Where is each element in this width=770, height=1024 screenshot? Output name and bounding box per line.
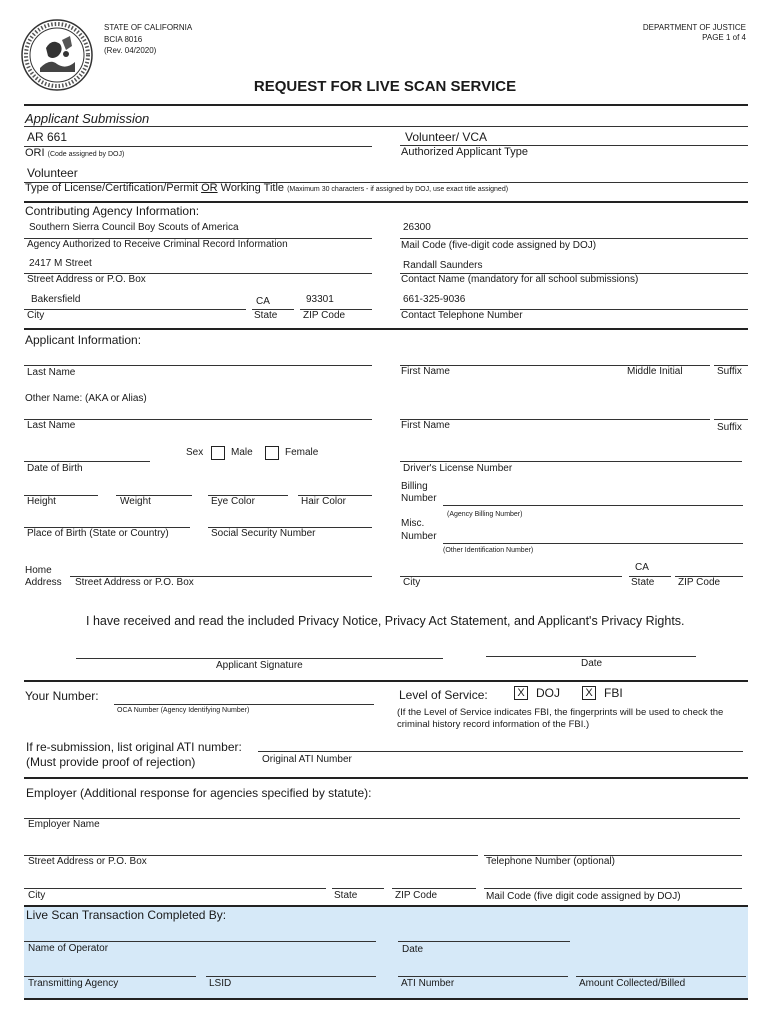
resubmission-line-2: (Must provide proof of rejection) xyxy=(26,755,196,769)
employer-mail-code-label: Mail Code (five digit code assigned by DOJ) xyxy=(486,891,681,902)
divider xyxy=(24,777,748,779)
male-checkbox[interactable] xyxy=(211,446,225,460)
divider xyxy=(24,328,748,330)
dob-field[interactable] xyxy=(24,461,150,462)
first-name-label: First Name xyxy=(401,366,450,377)
weight-label: Weight xyxy=(120,496,151,507)
city-value[interactable]: Bakersfield xyxy=(31,294,81,305)
phone-label: Contact Telephone Number xyxy=(401,310,523,321)
applicant-type-label: Authorized Applicant Type xyxy=(401,146,528,158)
divider xyxy=(24,680,748,682)
section-employer: Employer (Additional response for agencies specified by statute): xyxy=(26,786,372,800)
zip-label: ZIP Code xyxy=(303,310,346,321)
suffix-label: Suffix xyxy=(717,366,742,377)
middle-initial-label: Middle Initial xyxy=(627,366,683,377)
home-state-label: State xyxy=(631,577,655,588)
page-title: REQUEST FOR LIVE SCAN SERVICE xyxy=(253,78,517,95)
section-live-scan: Live Scan Transaction Completed By: xyxy=(26,908,227,922)
alias-suffix-field[interactable] xyxy=(714,419,748,420)
eye-color-label: Eye Color xyxy=(211,496,255,507)
last-name-label: Last Name xyxy=(27,367,76,378)
ati-number-field[interactable] xyxy=(398,976,568,977)
header-department: DEPARTMENT OF JUSTICE xyxy=(642,23,746,32)
signature-date-field[interactable] xyxy=(486,656,696,657)
city-field-line xyxy=(24,309,246,310)
transmitting-agency-field[interactable] xyxy=(24,976,196,977)
los-note-line-1: (If the Level of Service indicates FBI, the fingerprints will be used to check the xyxy=(397,707,724,718)
section-applicant-info: Applicant Information: xyxy=(25,333,142,347)
mail-code-value[interactable]: 26300 xyxy=(403,222,431,233)
alias-last-name-field[interactable] xyxy=(24,419,372,420)
home-street-label: Street Address or P.O. Box xyxy=(75,577,194,588)
agency-label: Agency Authorized to Receive Criminal Record Information xyxy=(27,239,288,250)
applicant-type-value[interactable]: Volunteer/ VCA xyxy=(405,130,488,144)
hair-color-label: Hair Color xyxy=(301,496,347,507)
mail-code-field-line xyxy=(400,238,748,239)
other-name-label: Other Name: (AKA or Alias) xyxy=(25,393,147,404)
billing-label-2: Number xyxy=(401,493,437,504)
billing-note: (Agency Billing Number) xyxy=(447,511,523,518)
header-page: PAGE 1 of 4 xyxy=(702,33,746,42)
employer-city-label: City xyxy=(28,890,46,901)
privacy-statement: I have received and read the included Privacy Notice, Privacy Act Statement, and Applicant's Privacy Rights. xyxy=(86,614,685,628)
ssn-label: Social Security Number xyxy=(211,528,316,539)
employer-mail-code-field[interactable] xyxy=(484,888,742,889)
height-label: Height xyxy=(27,496,56,507)
license-label: Type of License/Certification/Permit OR Working Title (Maximum 30 characters - if assigned by DOJ, use exact title assigned) xyxy=(25,182,509,194)
drivers-license-label: Driver's License Number xyxy=(403,463,513,474)
operator-name-field[interactable] xyxy=(24,941,376,942)
employer-name-field[interactable] xyxy=(24,818,740,819)
agency-value[interactable]: Southern Sierra Council Boy Scouts of America xyxy=(29,222,239,233)
state-value[interactable]: CA xyxy=(256,296,270,307)
fbi-label: FBI xyxy=(604,686,623,700)
divider xyxy=(24,201,748,203)
oca-number-field[interactable] xyxy=(114,704,374,705)
header-form-number: BCIA 8016 xyxy=(104,35,143,44)
operator-name-label: Name of Operator xyxy=(28,943,109,954)
last-name-field[interactable] xyxy=(24,365,372,366)
amount-label: Amount Collected/Billed xyxy=(579,978,686,989)
employer-state-label: State xyxy=(334,890,358,901)
zip-value[interactable]: 93301 xyxy=(306,294,334,305)
alias-suffix-label: Suffix xyxy=(717,422,742,433)
alias-last-name-label: Last Name xyxy=(27,420,76,431)
sex-label: Sex xyxy=(186,447,204,458)
employer-phone-label: Telephone Number (optional) xyxy=(486,856,615,867)
billing-label-1: Billing xyxy=(401,481,428,492)
misc-note: (Other Identification Number) xyxy=(443,547,534,554)
lsid-field[interactable] xyxy=(206,976,376,977)
divider xyxy=(24,126,748,127)
female-label: Female xyxy=(285,447,319,458)
fbi-checkbox[interactable]: X xyxy=(582,686,596,700)
divider xyxy=(24,998,748,1000)
transmitting-agency-label: Transmitting Agency xyxy=(28,978,119,989)
state-label: State xyxy=(254,310,278,321)
female-checkbox[interactable] xyxy=(265,446,279,460)
employer-city-field[interactable] xyxy=(24,888,326,889)
your-number-label: Your Number: xyxy=(25,689,99,703)
employer-state-field[interactable] xyxy=(332,888,384,889)
section-contributing-agency: Contributing Agency Information: xyxy=(25,204,200,218)
divider xyxy=(24,905,748,907)
contact-name-label: Contact Name (mandatory for all school submissions) xyxy=(401,274,639,285)
street-label: Street Address or P.O. Box xyxy=(27,274,146,285)
original-ati-label: Original ATI Number xyxy=(262,754,352,765)
live-scan-date-label: Date xyxy=(402,944,424,955)
phone-value[interactable]: 661-325-9036 xyxy=(403,294,466,305)
home-city-field[interactable] xyxy=(400,576,622,577)
doj-checkbox[interactable]: X xyxy=(514,686,528,700)
header-revision: (Rev. 04/2020) xyxy=(104,46,157,55)
ati-number-label: ATI Number xyxy=(401,978,455,989)
home-city-label: City xyxy=(403,577,421,588)
license-value[interactable]: Volunteer xyxy=(27,166,78,180)
employer-name-label: Employer Name xyxy=(28,819,100,830)
ori-value[interactable]: AR 661 xyxy=(27,130,68,144)
city-label: City xyxy=(27,310,45,321)
mail-code-label: Mail Code (five-digit code assigned by DOJ) xyxy=(401,240,597,251)
los-note-line-2: criminal history record information of the FBI.) xyxy=(397,719,590,730)
dob-label: Date of Birth xyxy=(27,463,83,474)
employer-street-label: Street Address or P.O. Box xyxy=(28,856,147,867)
amount-field[interactable] xyxy=(576,976,746,977)
oca-number-note: OCA Number (Agency Identifying Number) xyxy=(117,707,250,714)
alias-first-name-label: First Name xyxy=(401,420,450,431)
divider xyxy=(24,104,748,106)
live-scan-date-field[interactable] xyxy=(398,941,570,942)
home-state-value[interactable]: CA xyxy=(635,562,649,573)
place-of-birth-label: Place of Birth (State or Country) xyxy=(27,528,169,539)
drivers-license-field[interactable] xyxy=(400,461,742,462)
employer-zip-field[interactable] xyxy=(392,888,476,889)
billing-number-field[interactable] xyxy=(443,505,743,506)
lsid-label: LSID xyxy=(209,978,232,989)
resubmission-line-1: If re-submission, list original ATI number: xyxy=(26,740,242,754)
street-value[interactable]: 2417 M Street xyxy=(29,258,92,269)
ori-label: ORI (Code assigned by DOJ) xyxy=(25,147,125,159)
original-ati-field[interactable] xyxy=(258,751,743,752)
section-applicant-submission: Applicant Submission xyxy=(25,111,150,126)
signature-date-label: Date xyxy=(581,658,603,669)
applicant-signature-label: Applicant Signature xyxy=(216,660,303,671)
misc-label-2: Number xyxy=(401,531,437,542)
employer-zip-label: ZIP Code xyxy=(395,890,438,901)
level-of-service-label: Level of Service: xyxy=(399,688,488,702)
contact-name-value[interactable]: Randall Saunders xyxy=(403,260,483,271)
misc-label-1: Misc. xyxy=(401,518,425,529)
male-label: Male xyxy=(231,447,253,458)
home-address-label-1: Home xyxy=(25,565,52,576)
home-zip-label: ZIP Code xyxy=(678,577,721,588)
home-address-label-2: Address xyxy=(25,577,62,588)
misc-number-field[interactable] xyxy=(443,543,743,544)
doj-label: DOJ xyxy=(536,686,560,700)
applicant-signature-field[interactable] xyxy=(76,658,443,659)
header-state: STATE OF CALIFORNIA xyxy=(104,23,193,32)
